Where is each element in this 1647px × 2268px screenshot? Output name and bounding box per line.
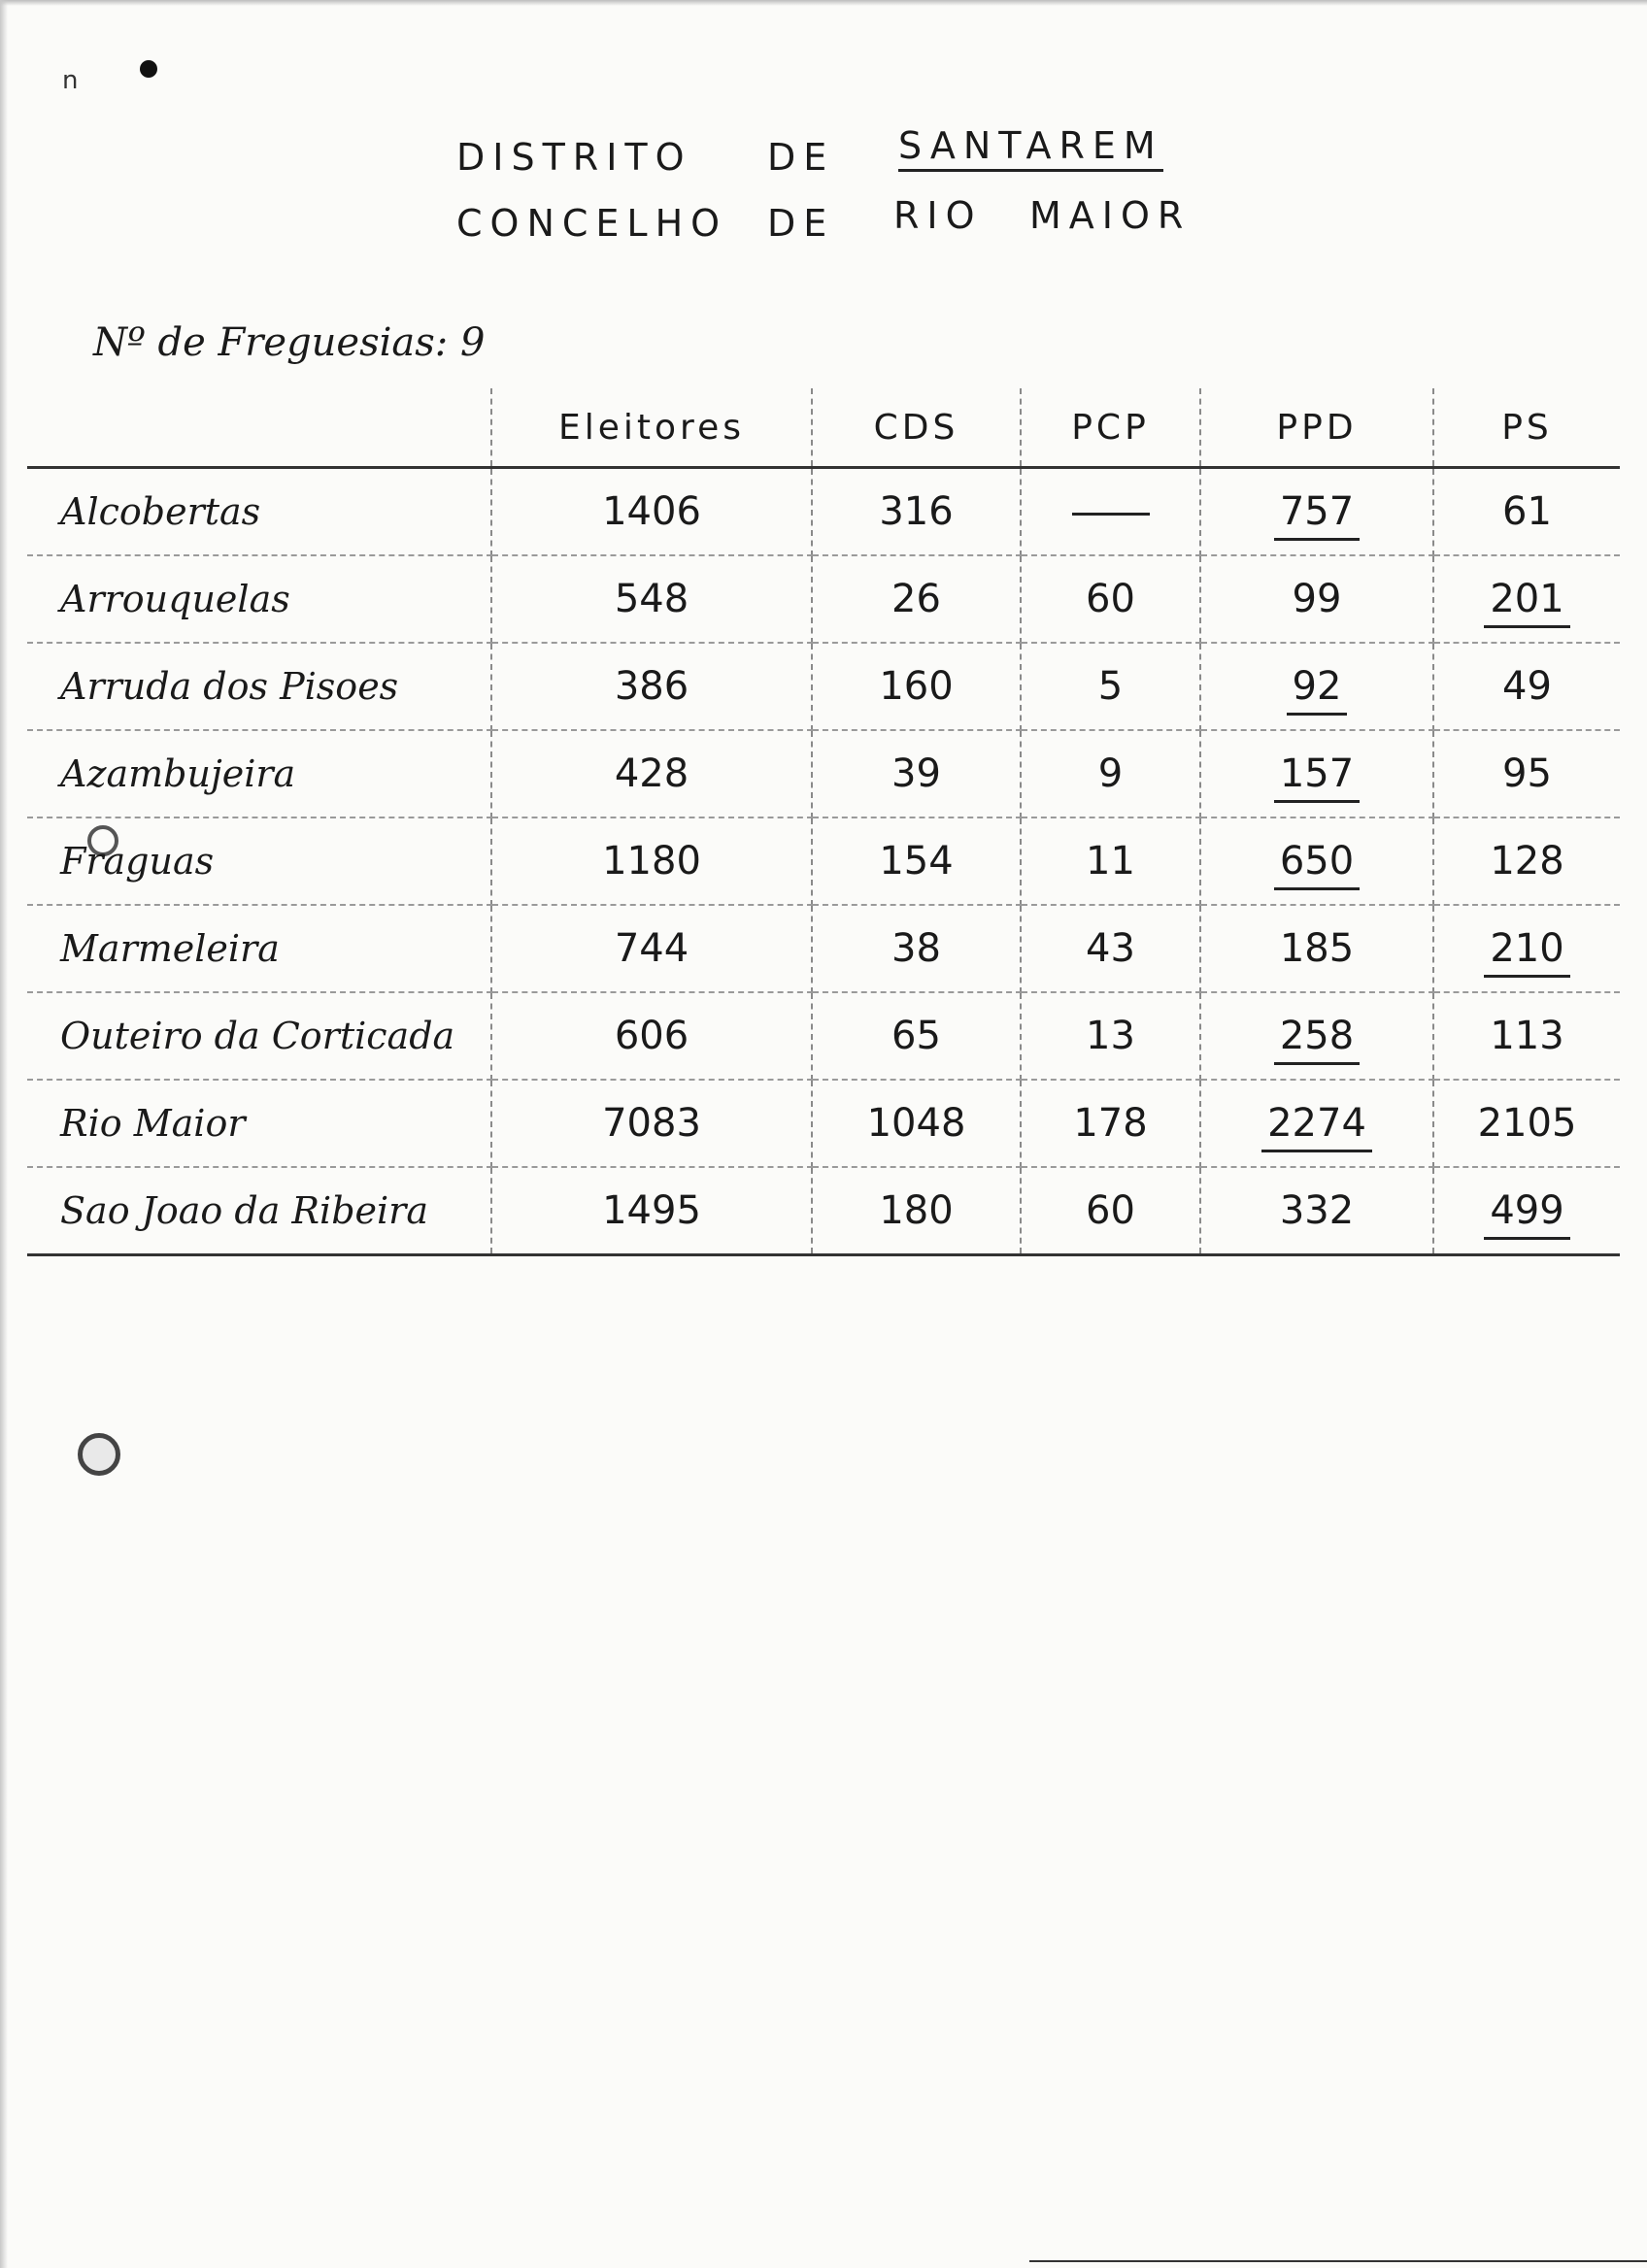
cell-value: 180 xyxy=(879,1188,954,1233)
cell-pcp xyxy=(1021,468,1200,556)
cell-value: 11 xyxy=(1086,839,1135,884)
header-word: MAIOR xyxy=(1029,194,1192,237)
cell-value: 606 xyxy=(614,1014,689,1058)
cell-cds xyxy=(812,730,1021,817)
scan-edge-left xyxy=(0,0,8,2268)
cell-cds xyxy=(812,905,1021,992)
cell-cds xyxy=(812,468,1021,556)
cell-value: 258 xyxy=(1274,1014,1360,1065)
cell-pcp xyxy=(1021,817,1200,905)
cell-value: 757 xyxy=(1274,489,1360,541)
cell-ps xyxy=(1433,643,1620,730)
table-header-row xyxy=(27,388,1620,468)
cell-cds xyxy=(812,992,1021,1080)
cell-ps xyxy=(1433,468,1620,556)
cell-ps xyxy=(1433,1080,1620,1167)
scan-edge-top xyxy=(0,0,1647,6)
cell-ps xyxy=(1433,905,1620,992)
header-word: CONCELHO xyxy=(456,202,728,245)
cell-value: 1406 xyxy=(602,489,701,534)
table-row xyxy=(27,468,1620,556)
cell-value: 43 xyxy=(1086,926,1135,971)
cell-cds xyxy=(812,643,1021,730)
margin-mark: n xyxy=(62,66,79,95)
freguesias-count: Nº de Freguesias: 9 xyxy=(93,320,486,365)
cell-cds xyxy=(812,1167,1021,1255)
cell-ppd xyxy=(1200,1080,1433,1167)
cell-value: 26 xyxy=(891,577,941,621)
cell-value: 65 xyxy=(891,1014,941,1058)
cell-ppd xyxy=(1200,992,1433,1080)
parish-name: Marmeleira xyxy=(27,905,491,992)
column-header xyxy=(27,388,491,468)
cell-eleitores xyxy=(491,468,812,556)
cell-eleitores xyxy=(491,992,812,1080)
cell-value: 7083 xyxy=(602,1101,701,1146)
dash-mark xyxy=(1072,513,1150,516)
cell-ppd xyxy=(1200,555,1433,643)
column-header: PS xyxy=(1433,388,1620,468)
table-row xyxy=(27,730,1620,817)
cell-value: 9 xyxy=(1097,751,1124,796)
parish-name: Arrouquelas xyxy=(27,555,491,643)
cell-pcp xyxy=(1021,905,1200,992)
cell-value: 744 xyxy=(614,926,689,971)
cell-ps xyxy=(1433,992,1620,1080)
cell-eleitores xyxy=(491,555,812,643)
cell-ps xyxy=(1433,555,1620,643)
cell-value: 128 xyxy=(1490,839,1564,884)
table-row xyxy=(27,1080,1620,1167)
cell-value: 95 xyxy=(1502,751,1552,796)
cell-value: 316 xyxy=(879,489,954,534)
header-word: DISTRITO xyxy=(456,136,692,179)
scan-edge-bottom xyxy=(1029,2260,1647,2262)
parish-name: Azambujeira xyxy=(27,730,491,817)
cell-pcp xyxy=(1021,992,1200,1080)
cell-value: 49 xyxy=(1502,664,1552,709)
cell-value: 92 xyxy=(1287,664,1348,716)
ink-dot xyxy=(140,60,157,78)
cell-cds xyxy=(812,817,1021,905)
parish-name: Rio Maior xyxy=(27,1080,491,1167)
cell-ps xyxy=(1433,817,1620,905)
cell-ps xyxy=(1433,730,1620,817)
cell-value: 650 xyxy=(1274,839,1360,890)
cell-ps xyxy=(1433,1167,1620,1255)
cell-pcp xyxy=(1021,643,1200,730)
cell-pcp xyxy=(1021,1080,1200,1167)
table-row xyxy=(27,643,1620,730)
table-row xyxy=(27,1167,1620,1255)
cell-value: 5 xyxy=(1097,664,1124,709)
cell-value: 210 xyxy=(1484,926,1569,978)
cell-ppd xyxy=(1200,468,1433,556)
cell-ppd xyxy=(1200,730,1433,817)
results-table xyxy=(27,388,1620,1256)
header-word: RIO xyxy=(893,194,983,237)
cell-value: 1048 xyxy=(866,1101,966,1146)
cell-pcp xyxy=(1021,730,1200,817)
parish-name: Arruda dos Pisoes xyxy=(27,643,491,730)
table-body xyxy=(27,468,1620,1255)
cell-ppd xyxy=(1200,1167,1433,1255)
column-header: PPD xyxy=(1200,388,1433,468)
column-header: PCP xyxy=(1021,388,1200,468)
cell-eleitores xyxy=(491,817,812,905)
cell-ppd xyxy=(1200,643,1433,730)
parish-name: Alcobertas xyxy=(27,468,491,556)
cell-value: 60 xyxy=(1086,1188,1135,1233)
cell-eleitores xyxy=(491,643,812,730)
cell-ppd xyxy=(1200,905,1433,992)
cell-value: 154 xyxy=(879,839,954,884)
table-row xyxy=(27,555,1620,643)
parish-name: Outeiro da Corticada xyxy=(27,992,491,1080)
cell-value: 548 xyxy=(614,577,689,621)
table-row xyxy=(27,992,1620,1080)
cell-value: 60 xyxy=(1086,577,1135,621)
cell-value: 13 xyxy=(1086,1014,1135,1058)
punch-hole xyxy=(78,1433,120,1476)
cell-value: 178 xyxy=(1073,1101,1148,1146)
cell-pcp xyxy=(1021,555,1200,643)
cell-value: 386 xyxy=(614,664,689,709)
cell-value: 428 xyxy=(614,751,689,796)
cell-value: 201 xyxy=(1484,577,1569,628)
cell-value: 499 xyxy=(1484,1188,1569,1240)
cell-eleitores xyxy=(491,905,812,992)
cell-value: 160 xyxy=(879,664,954,709)
cell-value: 2274 xyxy=(1261,1101,1372,1152)
cell-eleitores xyxy=(491,1080,812,1167)
cell-value: 38 xyxy=(891,926,941,971)
table-row xyxy=(27,905,1620,992)
cell-cds xyxy=(812,1080,1021,1167)
cell-value: 99 xyxy=(1292,577,1342,621)
column-header: CDS xyxy=(812,388,1021,468)
cell-eleitores xyxy=(491,1167,812,1255)
cell-value: 2105 xyxy=(1477,1101,1577,1146)
cell-value: 61 xyxy=(1502,489,1552,534)
parish-name: Sao Joao da Ribeira xyxy=(27,1167,491,1255)
header-word: DE xyxy=(767,136,835,179)
cell-pcp xyxy=(1021,1167,1200,1255)
cell-value: 157 xyxy=(1274,751,1360,803)
table-row xyxy=(27,817,1620,905)
cell-value: 113 xyxy=(1490,1014,1564,1058)
cell-ppd xyxy=(1200,817,1433,905)
cell-value: 185 xyxy=(1279,926,1355,971)
cell-cds xyxy=(812,555,1021,643)
cell-value: 39 xyxy=(891,751,941,796)
column-header: Eleitores xyxy=(491,388,812,468)
header-district-name: SANTAREM xyxy=(898,124,1163,172)
header-word: DE xyxy=(767,202,835,245)
cell-value: 1495 xyxy=(602,1188,701,1233)
cell-value: 332 xyxy=(1279,1188,1355,1233)
cell-value: 1180 xyxy=(602,839,701,884)
cell-eleitores xyxy=(491,730,812,817)
parish-name: Fraguas xyxy=(27,817,491,905)
